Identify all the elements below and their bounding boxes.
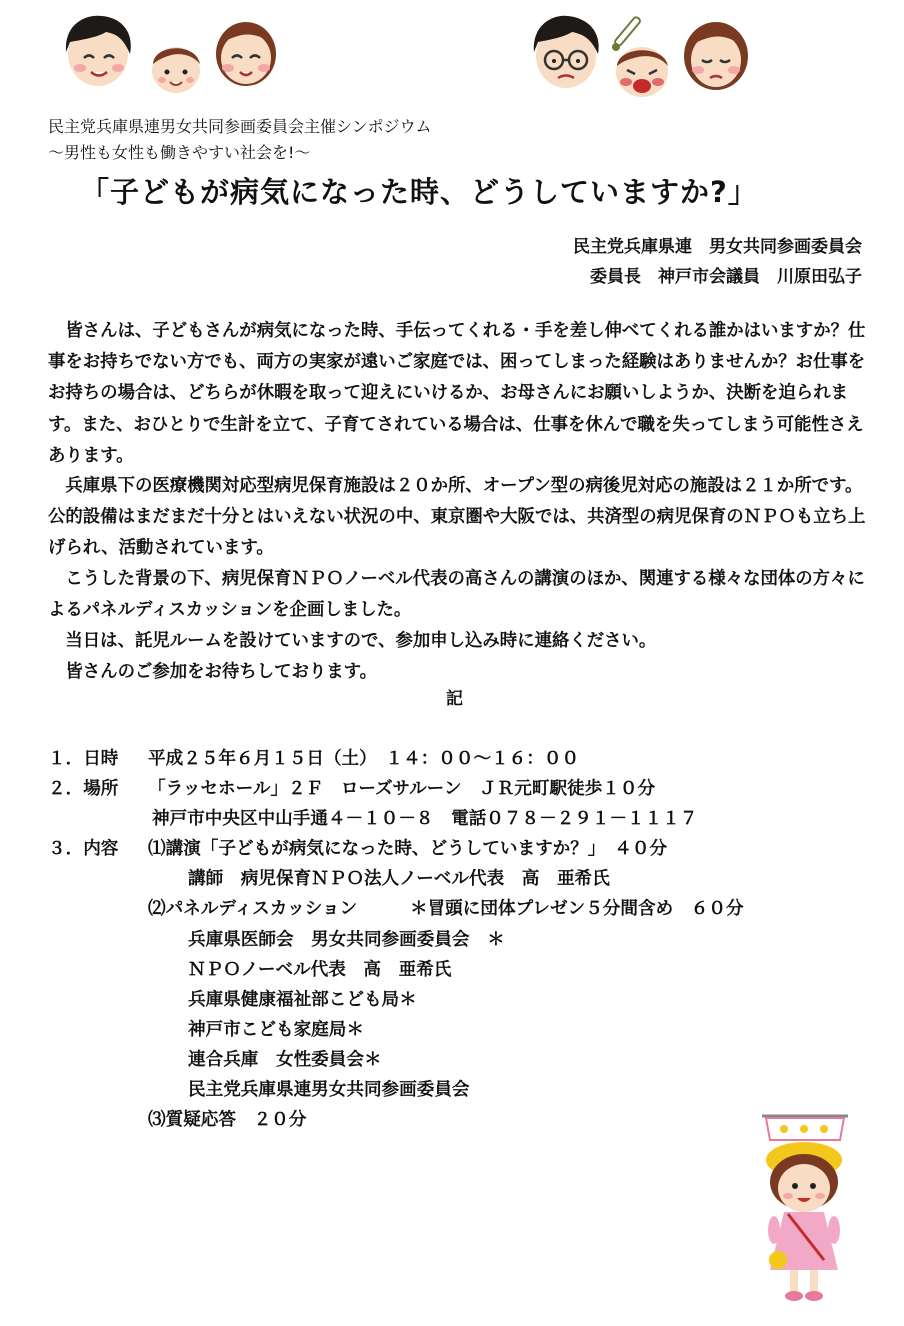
body-paragraph-2: 兵庫県下の医療機関対応型病児保育施設は２０か所、オープン型の病後児対応の施設は２１か所です。公的設備はまだまだ十分とはいえない状況の中、東京圏や大阪では、共済型の病児保育のＮＰＯも立ち上げられ、活動されています。 [48, 476, 866, 559]
body-paragraph-5: 皆さんのご参加をお待ちしております。 [65, 662, 378, 682]
item-2-address: 神戸市中央区中山手通４－１０－８ 電話０７８－２９１－１１１７ [152, 809, 698, 829]
kindergarten-girl-icon [754, 1110, 854, 1310]
ki-heading: 記 [446, 689, 463, 709]
father-glasses-face-icon [528, 12, 604, 92]
sick-child-face-icon [612, 40, 672, 100]
panelist-item: 兵庫県医師会 男女共同参画委員会 ＊ [188, 930, 505, 950]
mother-worried-face-icon [678, 10, 754, 94]
panelist-item: 民主党兵庫県連男女共同参画委員会 [188, 1080, 470, 1100]
content-lecturer: 講師 病児保育ＮＰＯ法人ノーベル代表 高 亜希氏 [188, 869, 610, 889]
event-subtitle: 〜男性も女性も働きやすい社会を!〜 [48, 143, 311, 162]
item-1-label: １．日時 [48, 749, 119, 769]
item-1-datetime: 平成２５年６月１５日（土） １４：００〜１６：００ [148, 749, 580, 769]
content-qa: ⑶質疑応答 ２０分 [148, 1110, 307, 1130]
mother-face-icon [208, 10, 284, 90]
item-3-label: ３．内容 [48, 839, 119, 859]
page-title: 「子どもが病気になった時、どうしていますか?」 [80, 175, 758, 209]
panelist-item: 連合兵庫 女性委員会＊ [188, 1050, 382, 1070]
author-name: 委員長 神戸市会議員 川原田弘子 [590, 267, 862, 287]
item-2-label: ２．場所 [48, 779, 119, 799]
author-organization: 民主党兵庫県連 男女共同参画委員会 [573, 237, 862, 257]
panelist-item: 神戸市こども家庭局＊ [188, 1020, 364, 1040]
item-2-venue: 「ラッセホール」２Ｆ ローズサルーン ＪＲ元町駅徒歩１０分 [148, 779, 656, 799]
panelist-item: 兵庫県健康福祉部こども局＊ [188, 990, 417, 1010]
child-face-icon [148, 40, 204, 94]
panelist-item: ＮＰＯノーベル代表 高 亜希氏 [188, 960, 452, 980]
body-paragraph-4: 当日は、託児ルームを設けていますので、参加申し込み時に連絡ください。 [65, 631, 657, 651]
father-face-icon [58, 12, 138, 90]
content-panel: ⑵パネルディスカッション ＊冒頭に団体プレゼン５分間含め ６０分 [148, 899, 744, 919]
body-paragraph-1: 皆さんは、子どもさんが病気になった時、手伝ってくれる・手を差し伸べてくれる誰かはいますか？仕事をお持ちでない方でも、両方の実家が遠いご家庭では、困ってしまった経験はありませんか？お仕事をお持ちの場合は、どちらが休暇を取って迎えにいけるか、お母さんにお願いしようか、決断を迫られます。また、おひとりで生計を立て、子育てされている場合は、仕事を休んで職を失ってしまう可能性さえあります。 [48, 321, 866, 466]
organizer-line: 民主党兵庫県連男女共同参画委員会主催シンポジウム [48, 117, 432, 136]
content-lecture: ⑴講演「子どもが病気になった時、どうしていますか？」 ４０分 [148, 839, 668, 859]
body-paragraph-3: こうした背景の下、病児保育ＮＰＯノーベル代表の高さんの講演のほか、関連する様々な団体の方々によるパネルディスカッションを企画しました。 [48, 569, 865, 621]
